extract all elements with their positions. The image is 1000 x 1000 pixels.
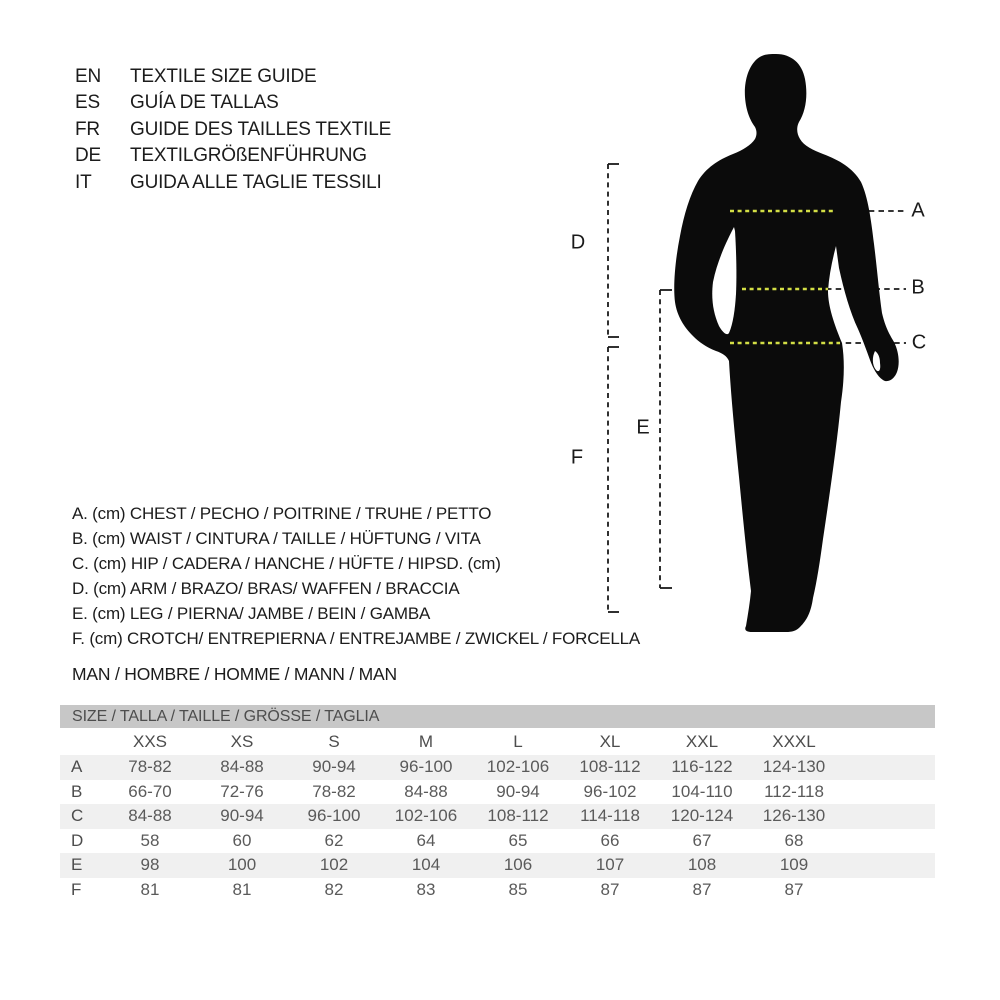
column-header: L [513,732,523,751]
table-filler [840,755,935,780]
column-header: XXS [132,732,168,751]
size-cell: 107 [595,855,625,874]
legend-line-chest: A. (cm) CHEST / PECHO / POITRINE / TRUHE / PETTO [72,504,492,523]
row-label: B [71,781,83,801]
size-cell: 67 [692,830,712,850]
size-cell: 66 [600,830,620,850]
size-cell: 84-88 [220,757,264,776]
size-cell: 96-100 [307,806,361,825]
size-cell: 102-106 [486,757,550,776]
table-row [60,853,935,878]
column-header: XS [230,732,254,751]
table-filler [840,878,935,903]
size-cell: 120-124 [670,806,734,825]
table-row [60,829,935,854]
size-cell: 124-130 [762,757,826,776]
size-cell: 109 [779,855,809,874]
measure-label-hip: C [911,331,927,354]
measure-label-leg: E [636,416,650,439]
size-cell: 62 [324,830,344,850]
table-row [60,804,935,829]
size-cell: 100 [227,855,257,874]
row-label: F [71,879,82,899]
table-filler [840,853,935,878]
legend-line-hip: C. (cm) HIP / CADERA / HANCHE / HÜFTE / HIPSD. (cm) [72,554,501,574]
language-title: TEXTILE SIZE GUIDE [130,66,317,87]
measure-label-arm: D [570,231,586,254]
table-row [60,878,935,903]
category-label: MAN / HOMBRE / HOMME / MANN / MAN [72,664,397,684]
language-code: ES [75,92,100,114]
legend-line-crotch: F. (cm) CROTCH/ ENTREPIERNA / ENTREJAMBE / ZWICKEL / FORCELLA [72,629,641,649]
table-row [60,755,935,780]
column-header-spacer [60,728,104,755]
size-cell: 87 [600,879,620,899]
column-header: XL [599,732,621,751]
size-column-header-row [60,728,935,755]
size-cell: 102 [319,855,349,874]
size-cell: 104 [411,855,441,874]
table-filler [840,829,935,854]
size-cell: 98 [140,855,160,874]
size-cell: 81 [140,879,160,899]
size-cell: 108-112 [487,806,549,825]
size-table-header: SIZE / TALLA / TAILLE / GRÖSSE / TAGLIA [60,705,935,728]
size-cell: 108 [687,855,717,874]
size-cell: 116-122 [671,757,733,776]
size-table [60,705,935,902]
table-filler [840,728,935,755]
size-cell: 126-130 [762,806,826,825]
size-cell: 65 [508,830,528,850]
row-label: D [71,830,84,850]
column-header: M [418,732,434,751]
size-cell: 66-70 [128,781,172,801]
legend-line-waist: B. (cm) WAIST / CINTURA / TAILLE / HÜFTUNG / VITA [72,529,481,549]
size-cell: 87 [784,879,804,899]
size-cell: 60 [232,830,252,850]
size-cell: 108-112 [579,757,641,776]
size-cell: 84-88 [404,781,448,801]
column-header: XXL [685,732,719,751]
size-cell: 87 [692,879,712,899]
language-title: GUIDA ALLE TAGLIE TESSILI [130,171,382,193]
size-cell: 104-110 [671,781,733,801]
size-cell: 84-88 [128,806,172,825]
measurement-legend [72,501,640,652]
size-cell: 85 [508,879,528,899]
measure-label-crotch: F [570,446,584,469]
language-title: TEXTILGRÖßENFÜHRUNG [130,145,367,167]
size-cell: 58 [140,830,160,850]
size-cell: 81 [232,879,252,899]
size-cell: 90-94 [312,757,356,776]
size-cell: 68 [784,830,804,850]
language-code: FR [75,118,100,140]
row-label: C [71,806,84,825]
size-cell: 90-94 [496,781,540,801]
row-label: E [71,855,83,874]
legend-line-arm: D. (cm) ARM / BRAZO/ BRAS/ WAFFEN / BRACCIA [72,579,460,599]
row-label: A [71,757,83,776]
size-cell: 83 [416,879,436,899]
language-title: GUIDE DES TAILLES TEXTILE [130,118,392,140]
table-filler [840,804,935,829]
table-row [60,780,935,805]
size-cell: 72-76 [220,781,264,801]
size-cell: 102-106 [394,806,458,825]
language-code: IT [75,171,92,193]
size-cell: 90-94 [220,806,264,825]
measure-label-waist: B [911,276,925,299]
column-header: XXXL [772,732,816,751]
size-cell: 96-102 [583,781,637,801]
size-cell: 114-118 [580,806,640,825]
language-code: EN [75,66,101,87]
size-cell: 78-82 [128,757,172,776]
language-code: DE [75,145,101,167]
legend-line-leg: E. (cm) LEG / PIERNA/ JAMBE / BEIN / GAMBA [72,604,431,624]
size-cell: 112-118 [764,781,824,801]
table-filler [840,780,935,805]
size-cell: 78-82 [312,781,356,801]
column-header: S [328,732,340,751]
size-cell: 106 [503,855,533,874]
size-cell: 64 [416,830,436,850]
language-title: GUÍA DE TALLAS [130,92,279,114]
measure-label-chest: A [911,199,925,222]
size-cell: 96-100 [399,757,453,776]
size-cell: 82 [324,879,344,899]
